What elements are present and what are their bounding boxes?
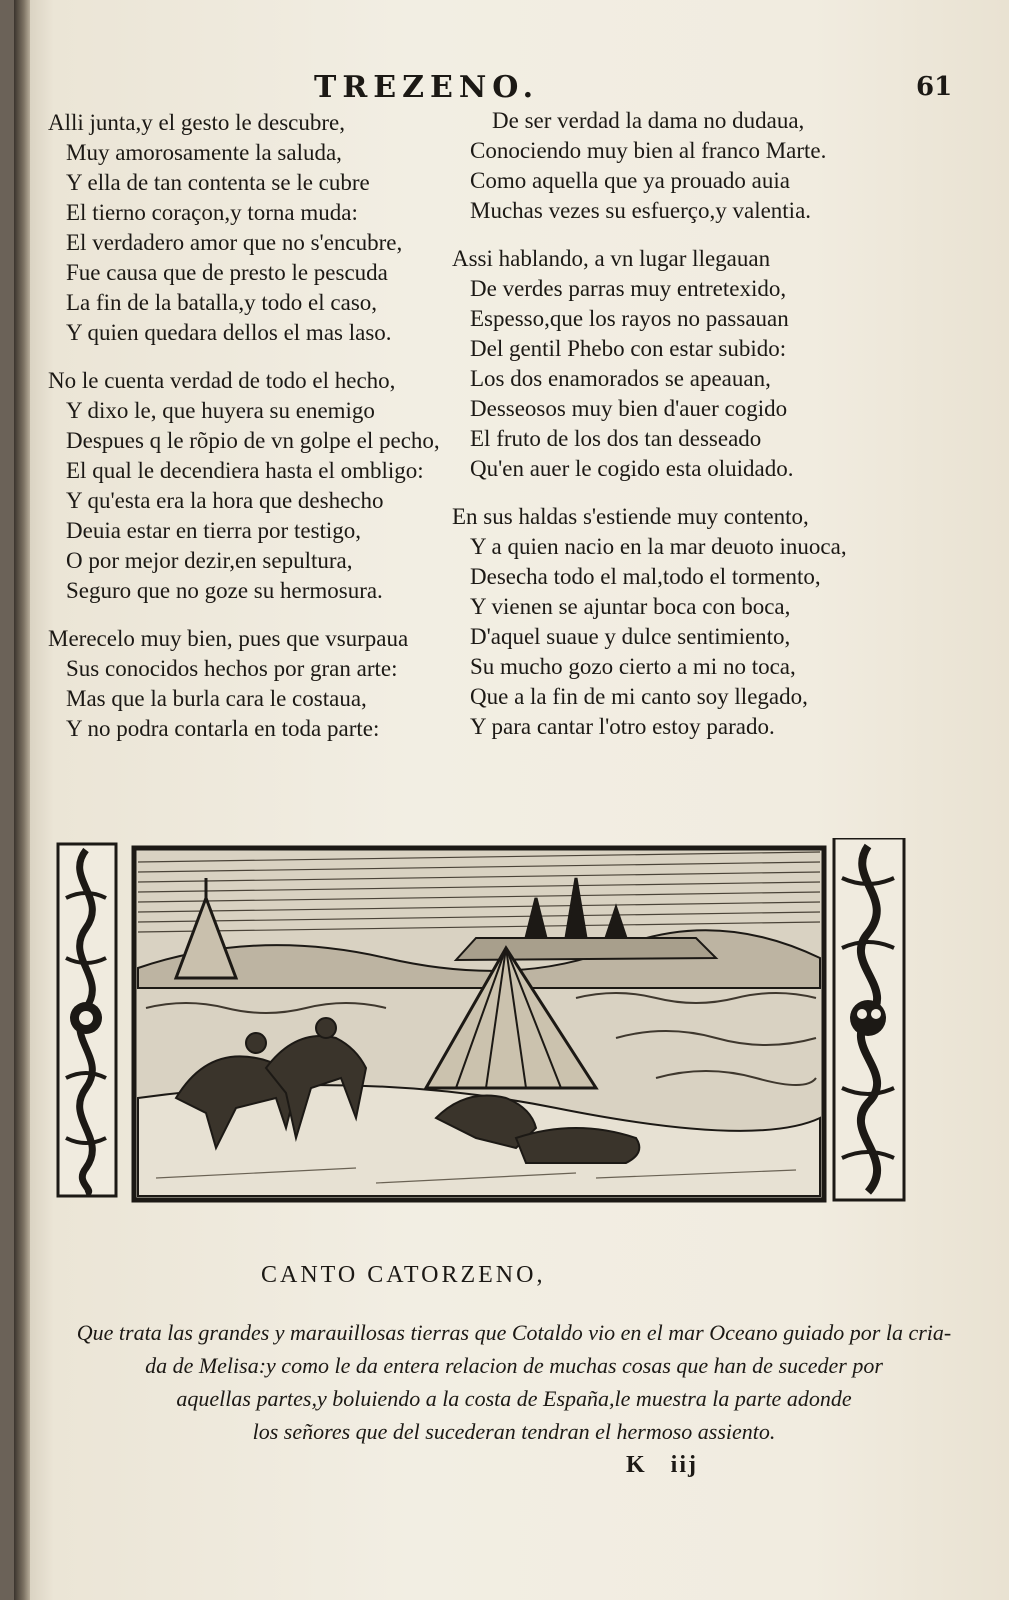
signature-numeral: iij bbox=[670, 1452, 698, 1478]
verse-line: Merecelo muy bien, pues que vsurpaua bbox=[48, 626, 409, 651]
stanza bbox=[452, 502, 972, 742]
canto-summary bbox=[64, 1316, 964, 1448]
verse-line: Mas que la burla cara le costaua, bbox=[66, 686, 367, 711]
right-ornament-border bbox=[834, 838, 904, 1200]
verse-line: Del gentil Phebo con estar subido: bbox=[470, 336, 787, 361]
verse-line: En sus haldas s'estiende muy contento, bbox=[452, 504, 809, 529]
signature-letter: K bbox=[626, 1452, 647, 1478]
verse-line: El qual le decendiera hasta el ombligo: bbox=[66, 458, 424, 483]
left-ornament-border bbox=[58, 844, 116, 1196]
stanza bbox=[48, 108, 468, 348]
verse-line: Y para cantar l'otro estoy parado. bbox=[470, 714, 775, 739]
page-number: 61 bbox=[916, 72, 953, 102]
verse-line: Y vienen se ajuntar boca con boca, bbox=[470, 594, 791, 619]
verse-line: Y quien quedara dellos el mas laso. bbox=[66, 320, 392, 345]
verse-line: Seguro que no goze su hermosura. bbox=[66, 578, 383, 603]
verse-line: Despues q le rõpio de vn golpe el pecho, bbox=[66, 428, 440, 453]
book-page bbox=[14, 0, 1009, 1600]
verse-line: El verdadero amor que no s'encubre, bbox=[66, 230, 403, 255]
battle-scene bbox=[134, 848, 824, 1200]
verse-line: Deuia estar en tierra por testigo, bbox=[66, 518, 362, 543]
verse-line: Muchas vezes su esfuerço,y valentia. bbox=[470, 198, 812, 223]
verse-line: Su mucho gozo cierto a mi no toca, bbox=[470, 654, 796, 679]
verse-line: No le cuenta verdad de todo el hecho, bbox=[48, 368, 396, 393]
verse-line: Que a la fin de mi canto soy llegado, bbox=[470, 684, 808, 709]
verse-line: Assi hablando, a vn lugar llegauan bbox=[452, 246, 771, 271]
verse-line: De verdes parras muy entretexido, bbox=[470, 276, 787, 301]
woodcut-illustration bbox=[56, 838, 911, 1220]
verse-line: El tierno coraçon,y torna muda: bbox=[66, 200, 358, 225]
summary-line: da de Melisa:y como le da entera relacion de muchas cosas que han de suceder por bbox=[145, 1353, 883, 1378]
verse-line: Y ella de tan contenta se le cubre bbox=[66, 170, 370, 195]
verse-line: La fin de la batalla,y todo el caso, bbox=[66, 290, 378, 315]
verse-line: Conociendo muy bien al franco Marte. bbox=[470, 138, 827, 163]
verse-line: O por mejor dezir,en sepultura, bbox=[66, 548, 353, 573]
verse-line: Muy amorosamente la saluda, bbox=[66, 140, 342, 165]
verse-line: De ser verdad la dama no dudaua, bbox=[492, 108, 805, 133]
running-title: TREZENO. bbox=[314, 70, 540, 105]
verse-line: Desecha todo el mal,todo el tormento, bbox=[470, 564, 821, 589]
verse-line: Alli junta,y el gesto le descubre, bbox=[48, 110, 346, 135]
verse-line: Sus conocidos hechos por gran arte: bbox=[66, 656, 398, 681]
verse-line: Espesso,que los rayos no passauan bbox=[470, 306, 789, 331]
left-verse-column bbox=[48, 108, 468, 762]
verse-line: El fruto de los dos tan desseado bbox=[470, 426, 762, 451]
right-verse-column bbox=[452, 106, 972, 760]
stanza bbox=[452, 244, 972, 484]
summary-line: aquellas partes,y boluiendo a la costa de España,le muestra la parte adonde bbox=[176, 1386, 852, 1411]
verse-line: Y dixo le, que huyera su enemigo bbox=[66, 398, 375, 423]
stanza bbox=[452, 106, 972, 226]
verse-line: Qu'en auer le cogido esta oluidado. bbox=[470, 456, 794, 481]
verse-line: Y a quien nacio en la mar deuoto inuoca, bbox=[470, 534, 847, 559]
page-gutter bbox=[14, 0, 30, 1600]
verse-line: Los dos enamorados se apeauan, bbox=[470, 366, 771, 391]
verse-line: D'aquel suaue y dulce sentimiento, bbox=[470, 624, 791, 649]
summary-line: Que trata las grandes y marauillosas tierras que Cotaldo vio en el mar Oceano guiado por la cria- bbox=[76, 1320, 952, 1345]
stanza bbox=[48, 624, 468, 744]
stanza bbox=[48, 366, 468, 606]
verse-line: Y no podra contarla en toda parte: bbox=[66, 716, 380, 741]
verse-line: Desseosos muy bien d'auer cogido bbox=[470, 396, 788, 421]
verse-line: Y qu'esta era la hora que deshecho bbox=[66, 488, 384, 513]
verse-line: Fue causa que de presto le pescuda bbox=[66, 260, 388, 285]
canto-title: CANTO CATORZENO, bbox=[261, 1262, 546, 1288]
signature-mark bbox=[626, 1452, 722, 1479]
verse-line: Como aquella que ya prouado auia bbox=[470, 168, 790, 193]
summary-line: los señores que del sucederan tendran el hermoso assiento. bbox=[252, 1419, 776, 1444]
